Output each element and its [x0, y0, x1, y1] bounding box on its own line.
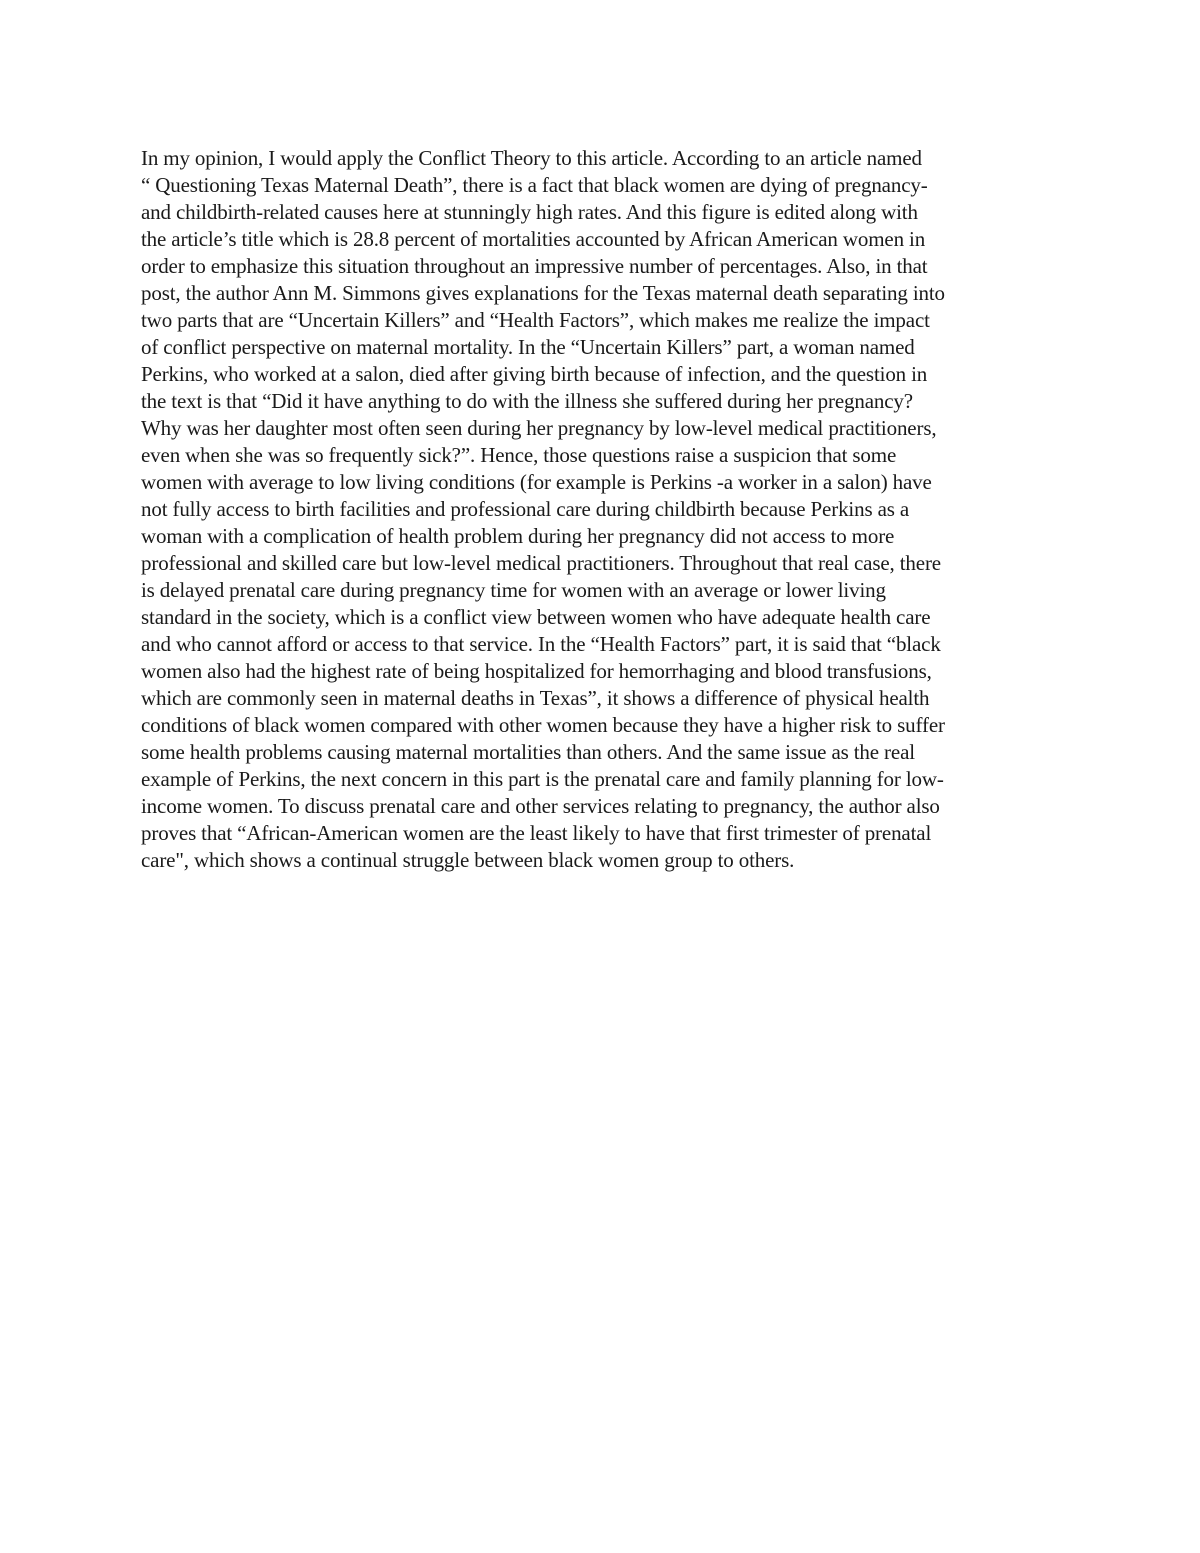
paragraph-line: professional and skilled care but low-level medical practitioners. Throughout that real case, there	[141, 551, 941, 575]
paragraph-line: women with average to low living conditions (for example is Perkins -a worker in a salon) have	[141, 470, 932, 494]
paragraph-line: proves that “African-American women are the least likely to have that first trimester of prenatal	[141, 821, 932, 845]
paragraph-line: women also had the highest rate of being hospitalized for hemorrhaging and blood transfusions,	[141, 659, 932, 683]
paragraph-line: post, the author Ann M. Simmons gives explanations for the Texas maternal death separating into	[141, 281, 945, 305]
paragraph-line: income women. To discuss prenatal care and other services relating to pregnancy, the author also	[141, 794, 940, 818]
paragraph-line: care", which shows a continual struggle between black women group to others.	[141, 848, 795, 872]
paragraph-line: example of Perkins, the next concern in this part is the prenatal care and family planning for low-	[141, 767, 944, 791]
paragraph-line: the text is that “Did it have anything to do with the illness she suffered during her pregnancy?	[141, 389, 913, 413]
paragraph-line: two parts that are “Uncertain Killers” and “Health Factors”, which makes me realize the impact	[141, 308, 930, 332]
paragraph-line: order to emphasize this situation throughout an impressive number of percentages. Also, in that	[141, 254, 928, 278]
paragraph-line: of conflict perspective on maternal mortality. In the “Uncertain Killers” part, a woman named	[141, 335, 915, 359]
paragraph-line: not fully access to birth facilities and professional care during childbirth because Perkins as a	[141, 497, 910, 521]
paragraph-line: even when she was so frequently sick?”. Hence, those questions raise a suspicion that some	[141, 443, 897, 467]
paragraph-line: Perkins, who worked at a salon, died after giving birth because of infection, and the question in	[141, 362, 928, 386]
paragraph-line: woman with a complication of health problem during her pregnancy did not access to more	[141, 524, 895, 548]
paragraph-line: conditions of black women compared with other women because they have a higher risk to suffer	[141, 713, 945, 737]
paragraph-line: standard in the society, which is a conflict view between women who have adequate health care	[141, 605, 931, 629]
paragraph-line: Why was her daughter most often seen during her pregnancy by low-level medical practitioners,	[141, 416, 937, 440]
paragraph-line: which are commonly seen in maternal deaths in Texas”, it shows a difference of physical health	[141, 686, 930, 710]
body-paragraph	[141, 145, 1071, 874]
paragraph-line: “ Questioning Texas Maternal Death”, there is a fact that black women are dying of pregnancy-	[141, 173, 928, 197]
paragraph-line: and who cannot afford or access to that service. In the “Health Factors” part, it is said that “black	[141, 632, 941, 656]
paragraph-line: is delayed prenatal care during pregnancy time for women with an average or lower living	[141, 578, 886, 602]
paragraph-line: the article’s title which is 28.8 percent of mortalities accounted by African American women in	[141, 227, 926, 251]
paragraph-line: some health problems causing maternal mortalities than others. And the same issue as the real	[141, 740, 915, 764]
paragraph-line: and childbirth-related causes here at stunningly high rates. And this figure is edited along with	[141, 200, 918, 224]
paragraph-line: In my opinion, I would apply the Conflict Theory to this article. According to an article named	[141, 146, 922, 170]
